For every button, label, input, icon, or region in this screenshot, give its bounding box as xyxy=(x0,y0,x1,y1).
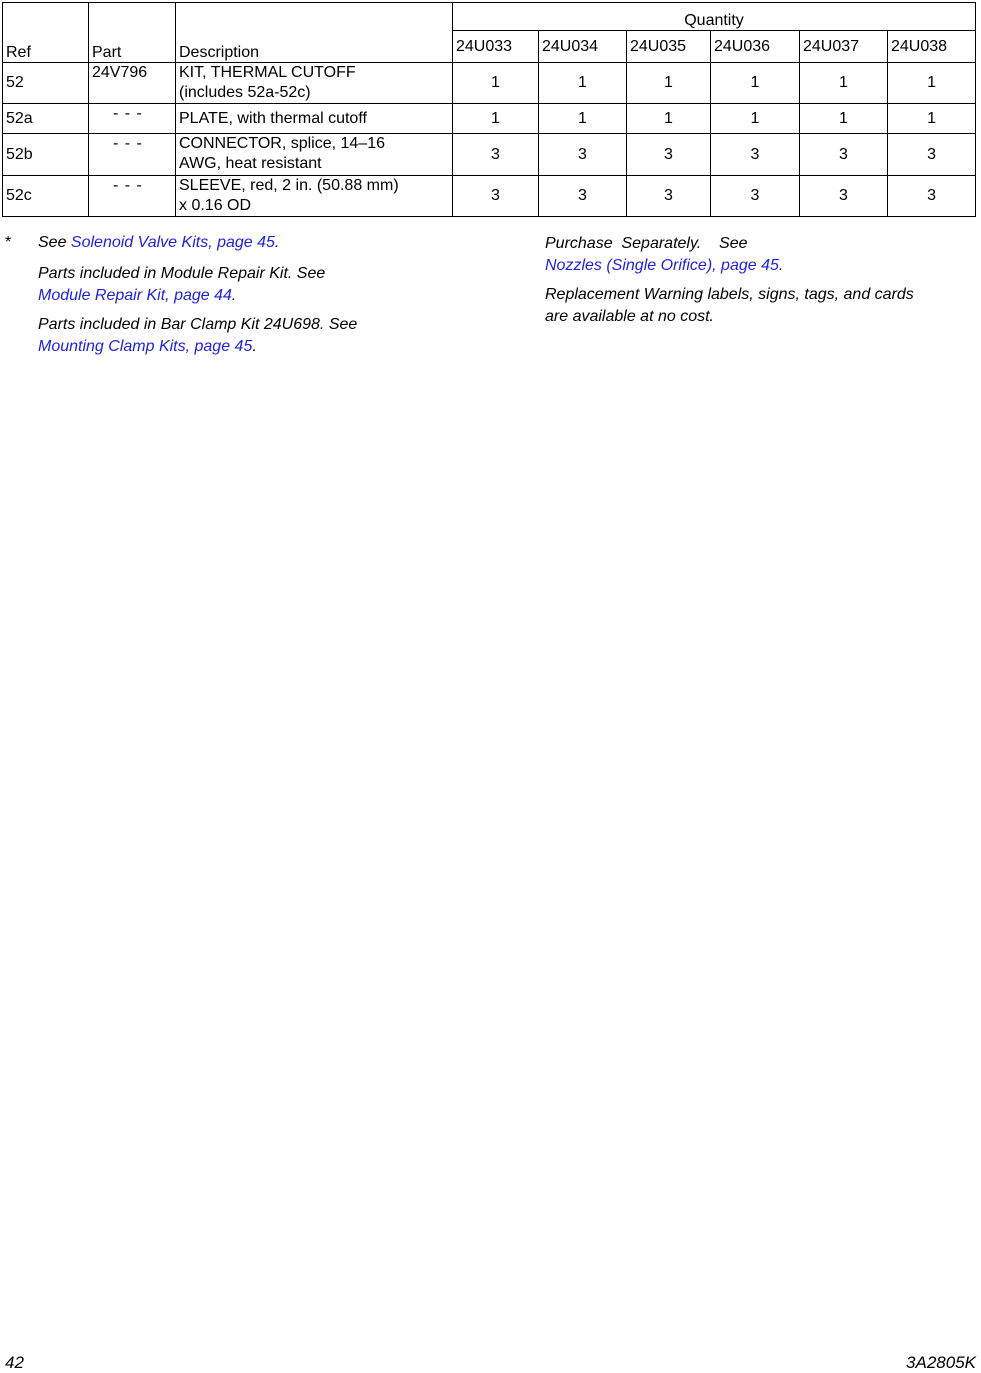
col-header-model: 24U035 xyxy=(627,31,711,63)
footnote-body xyxy=(545,284,914,328)
quantity-cell: 1 xyxy=(539,63,627,104)
footnote-text: Parts included in Bar Clamp Kit 24U698. See xyxy=(38,316,358,333)
description-cell xyxy=(176,134,453,176)
quantity-cell: 3 xyxy=(711,176,800,217)
quantity-cell: 3 xyxy=(888,176,976,217)
ref-cell: 52 xyxy=(3,63,89,104)
quantity-cell: 1 xyxy=(800,104,888,134)
table-header-row xyxy=(3,3,976,31)
description-cell xyxy=(176,63,453,104)
footnote-punctuation: . xyxy=(274,234,280,251)
footnote-text: Purchase Separately. See xyxy=(545,235,748,252)
footnote-text: Parts included in Module Repair Kit. See xyxy=(38,265,326,282)
ref-cell: 52c xyxy=(3,176,89,217)
ref-cell: 52a xyxy=(3,104,89,134)
footnote-text: See xyxy=(38,234,71,251)
footnote-punctuation: . xyxy=(231,287,237,304)
col-header-model: 24U037 xyxy=(800,31,888,63)
part-number-cell: 24V796 xyxy=(89,63,176,104)
table-row xyxy=(3,104,976,134)
description-cell xyxy=(176,104,453,134)
cross-reference-link[interactable]: Solenoid Valve Kits, page 45 xyxy=(70,234,275,251)
quantity-cell: 1 xyxy=(453,63,539,104)
quantity-cell: 3 xyxy=(627,134,711,176)
quantity-cell: 1 xyxy=(800,63,888,104)
part-number-cell: - - - xyxy=(89,176,176,217)
quantity-cell: 3 xyxy=(888,134,976,176)
quantity-cell: 3 xyxy=(800,176,888,217)
description-line: CONNECTOR, splice, 14–16 xyxy=(179,135,385,152)
col-header-model: 24U034 xyxy=(539,31,627,63)
quantity-cell: 3 xyxy=(627,176,711,217)
description-line: x 0.16 OD xyxy=(179,197,252,214)
footnote-solenoid xyxy=(5,232,279,254)
ref-cell: 52b xyxy=(3,134,89,176)
document-number: 3A2805K xyxy=(906,1353,976,1372)
part-number-cell: - - - xyxy=(89,104,176,134)
footnote-body xyxy=(38,232,279,254)
footnote-text: are available at no cost. xyxy=(545,308,714,325)
col-header-model: 24U036 xyxy=(711,31,800,63)
col-header-ref: Ref xyxy=(3,3,89,63)
quantity-cell: 1 xyxy=(711,104,800,134)
description-line: PLATE, with thermal cutoff xyxy=(179,109,367,127)
quantity-cell: 3 xyxy=(539,134,627,176)
cross-reference-link[interactable]: Nozzles (Single Orifice), page 45 xyxy=(545,257,779,274)
quantity-cell: 1 xyxy=(627,63,711,104)
parts-table xyxy=(2,2,976,217)
col-header-part: Part xyxy=(89,3,176,63)
footnote-body xyxy=(38,314,357,358)
description-cell xyxy=(176,176,453,217)
quantity-cell: 1 xyxy=(627,104,711,134)
cross-reference-link[interactable]: Mounting Clamp Kits, page 45 xyxy=(38,338,253,355)
quantity-cell: 3 xyxy=(800,134,888,176)
part-number-cell: - - - xyxy=(89,134,176,176)
quantity-cell: 3 xyxy=(539,176,627,217)
footnote-symbol: * xyxy=(5,234,12,251)
quantity-cell: 3 xyxy=(711,134,800,176)
quantity-cell: 1 xyxy=(711,63,800,104)
quantity-cell: 3 xyxy=(453,134,539,176)
cross-reference-link[interactable]: Module Repair Kit, page 44 xyxy=(38,287,232,304)
footnote-punctuation: . xyxy=(778,257,784,274)
footnote-module-repair xyxy=(5,263,325,307)
page-number: 42 xyxy=(5,1353,24,1372)
table-row xyxy=(3,63,976,104)
footnote-body xyxy=(545,233,783,277)
quantity-cell: 1 xyxy=(888,104,976,134)
footnote-text: Replacement Warning labels, signs, tags, and cards xyxy=(545,286,914,303)
description-line: (includes 52a-52c) xyxy=(179,84,311,101)
table-row xyxy=(3,176,976,217)
quantity-cell: 3 xyxy=(453,176,539,217)
footnote-punctuation: . xyxy=(252,338,257,355)
footnote-purchase-separately xyxy=(545,233,783,277)
footnote-body xyxy=(38,263,325,307)
quantity-cell: 1 xyxy=(888,63,976,104)
table-row xyxy=(3,134,976,176)
quantity-cell: 1 xyxy=(453,104,539,134)
quantity-cell: 1 xyxy=(539,104,627,134)
col-header-quantity: Quantity xyxy=(453,3,976,31)
footnote-bar-clamp xyxy=(5,314,357,358)
col-header-description: Description xyxy=(176,3,453,63)
description-line: SLEEVE, red, 2 in. (50.88 mm) xyxy=(179,177,399,194)
description-line: AWG, heat resistant xyxy=(179,155,322,172)
description-line: KIT, THERMAL CUTOFF xyxy=(179,64,356,81)
col-header-model: 24U033 xyxy=(453,31,539,63)
footnote-warning-labels xyxy=(545,284,914,328)
col-header-model: 24U038 xyxy=(888,31,976,63)
